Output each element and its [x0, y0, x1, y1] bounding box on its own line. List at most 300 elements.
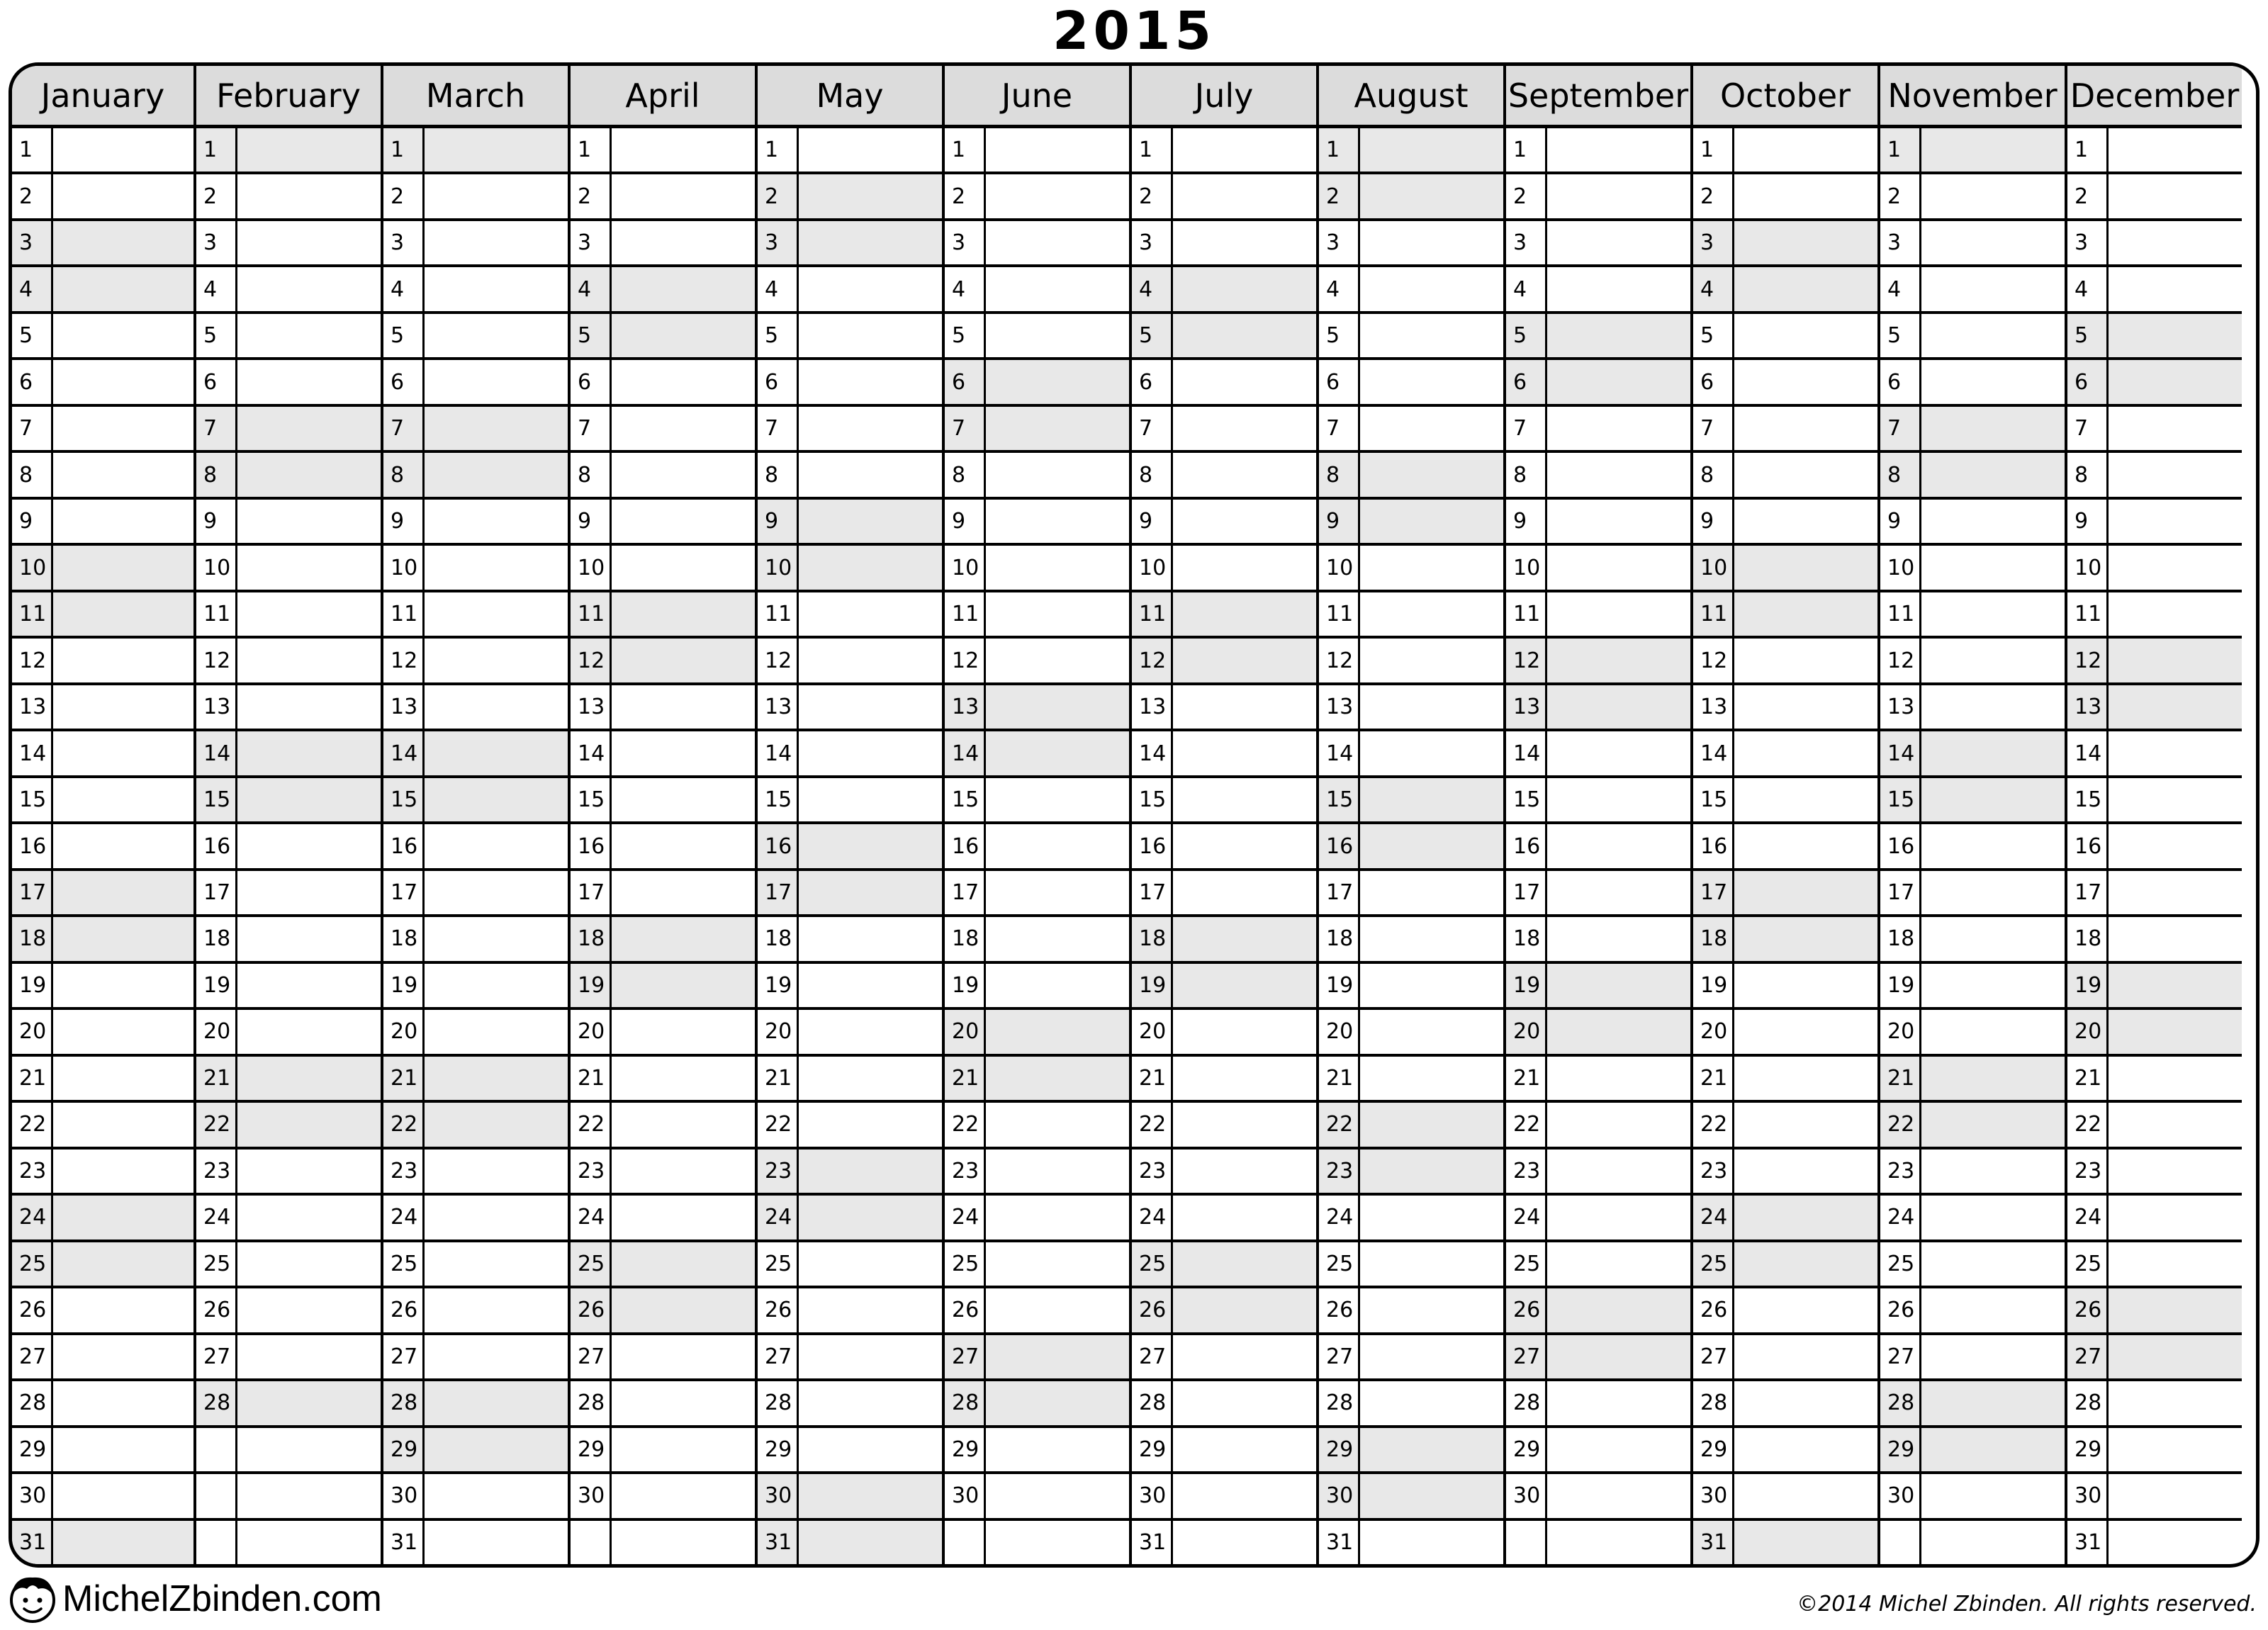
day-note-cell[interactable] [1547, 1242, 1690, 1286]
day-row[interactable] [1506, 1521, 1690, 1564]
day-row[interactable] [383, 1150, 568, 1196]
day-note-cell[interactable] [1734, 1010, 1877, 1053]
day-row[interactable] [1506, 221, 1690, 267]
day-note-cell[interactable] [425, 824, 568, 867]
day-row[interactable] [196, 917, 381, 963]
day-note-cell[interactable] [1173, 453, 1316, 496]
day-row[interactable] [945, 407, 1129, 453]
day-note-cell[interactable] [1360, 824, 1503, 867]
day-note-cell[interactable] [612, 1288, 755, 1332]
day-row[interactable] [1880, 871, 2065, 917]
day-row[interactable] [2067, 500, 2242, 546]
day-note-cell[interactable] [237, 174, 381, 218]
day-note-cell[interactable] [1921, 778, 2065, 821]
day-row[interactable] [758, 128, 942, 174]
day-note-cell[interactable] [1547, 1057, 1690, 1100]
day-note-cell[interactable] [612, 871, 755, 914]
day-row[interactable] [945, 1150, 1129, 1196]
day-note-cell[interactable] [1547, 871, 1690, 914]
day-note-cell[interactable] [237, 1196, 381, 1239]
day-row[interactable] [1880, 1010, 2065, 1056]
day-row[interactable] [1319, 1381, 1503, 1427]
day-note-cell[interactable] [1173, 128, 1316, 172]
day-row[interactable] [2067, 871, 2242, 917]
day-note-cell[interactable] [1547, 546, 1690, 589]
day-note-cell[interactable] [425, 1381, 568, 1424]
day-note-cell[interactable] [986, 1428, 1129, 1471]
day-row[interactable] [196, 1335, 381, 1381]
day-note-cell[interactable] [2109, 1103, 2242, 1146]
day-row[interactable] [2067, 1335, 2242, 1381]
day-row[interactable] [945, 500, 1129, 546]
day-note-cell[interactable] [1547, 639, 1690, 682]
day-row[interactable] [2067, 1521, 2242, 1564]
day-row[interactable] [2067, 685, 2242, 731]
day-row[interactable] [2067, 1428, 2242, 1474]
day-row[interactable] [945, 685, 1129, 731]
day-row[interactable] [383, 453, 568, 499]
day-note-cell[interactable] [986, 1057, 1129, 1100]
day-note-cell[interactable] [986, 1010, 1129, 1053]
day-row[interactable] [945, 128, 1129, 174]
day-note-cell[interactable] [53, 1288, 193, 1332]
day-note-cell[interactable] [425, 1196, 568, 1239]
day-note-cell[interactable] [1921, 1103, 2065, 1146]
day-note-cell[interactable] [799, 128, 942, 172]
day-row[interactable] [1880, 314, 2065, 360]
day-note-cell[interactable] [1921, 221, 2065, 264]
day-note-cell[interactable] [799, 685, 942, 729]
day-row[interactable] [1506, 314, 1690, 360]
day-note-cell[interactable] [612, 1103, 755, 1146]
day-note-cell[interactable] [1921, 1242, 2065, 1286]
day-row[interactable] [758, 267, 942, 313]
day-note-cell[interactable] [1173, 221, 1316, 264]
day-note-cell[interactable] [1173, 267, 1316, 310]
day-note-cell[interactable] [1921, 685, 2065, 729]
day-note-cell[interactable] [1734, 917, 1877, 960]
day-note-cell[interactable] [2109, 1288, 2242, 1332]
day-row[interactable] [571, 453, 755, 499]
day-row[interactable] [1132, 592, 1316, 639]
day-note-cell[interactable] [2109, 685, 2242, 729]
day-row[interactable] [196, 639, 381, 685]
day-row[interactable] [758, 1288, 942, 1334]
day-note-cell[interactable] [986, 267, 1129, 310]
day-row[interactable] [758, 1335, 942, 1381]
day-note-cell[interactable] [1921, 360, 2065, 403]
day-row[interactable] [1693, 592, 1877, 639]
day-row[interactable] [758, 917, 942, 963]
day-row[interactable] [1132, 453, 1316, 499]
day-row[interactable] [383, 267, 568, 313]
day-row[interactable] [1132, 1057, 1316, 1103]
day-row[interactable] [945, 1196, 1129, 1242]
day-row[interactable] [1319, 871, 1503, 917]
day-row[interactable] [1693, 1381, 1877, 1427]
day-row[interactable] [12, 778, 193, 824]
day-note-cell[interactable] [53, 1242, 193, 1286]
day-row[interactable] [571, 1103, 755, 1149]
day-row[interactable] [1506, 1474, 1690, 1520]
day-row[interactable] [12, 314, 193, 360]
day-row[interactable] [571, 267, 755, 313]
day-note-cell[interactable] [799, 1474, 942, 1517]
day-row[interactable] [196, 1196, 381, 1242]
day-note-cell[interactable] [425, 639, 568, 682]
day-row[interactable] [1132, 1103, 1316, 1149]
day-note-cell[interactable] [799, 731, 942, 775]
day-note-cell[interactable] [53, 917, 193, 960]
day-note-cell[interactable] [1360, 1150, 1503, 1193]
day-note-cell[interactable] [1921, 1428, 2065, 1471]
day-note-cell[interactable] [53, 174, 193, 218]
day-row[interactable] [12, 546, 193, 592]
day-note-cell[interactable] [1173, 964, 1316, 1007]
day-note-cell[interactable] [1921, 1521, 2065, 1564]
day-row[interactable] [12, 685, 193, 731]
day-note-cell[interactable] [1547, 1150, 1690, 1193]
day-note-cell[interactable] [1360, 1381, 1503, 1424]
day-note-cell[interactable] [1547, 407, 1690, 450]
day-row[interactable] [758, 453, 942, 499]
day-row[interactable] [383, 546, 568, 592]
day-note-cell[interactable] [612, 1057, 755, 1100]
day-note-cell[interactable] [53, 314, 193, 357]
day-row[interactable] [383, 639, 568, 685]
day-note-cell[interactable] [799, 546, 942, 589]
day-note-cell[interactable] [2109, 221, 2242, 264]
day-note-cell[interactable] [986, 917, 1129, 960]
day-note-cell[interactable] [1734, 1521, 1877, 1564]
day-row[interactable] [1693, 453, 1877, 499]
day-row[interactable] [571, 500, 755, 546]
day-row[interactable] [1693, 128, 1877, 174]
day-note-cell[interactable] [1547, 778, 1690, 821]
day-row[interactable] [758, 1150, 942, 1196]
day-note-cell[interactable] [53, 1474, 193, 1517]
day-row[interactable] [196, 1288, 381, 1334]
day-row[interactable] [1693, 871, 1877, 917]
day-note-cell[interactable] [237, 1010, 381, 1053]
day-note-cell[interactable] [1360, 1288, 1503, 1332]
day-row[interactable] [1506, 500, 1690, 546]
day-note-cell[interactable] [612, 360, 755, 403]
day-row[interactable] [12, 174, 193, 220]
day-note-cell[interactable] [425, 314, 568, 357]
day-row[interactable] [1506, 1103, 1690, 1149]
day-note-cell[interactable] [1173, 314, 1316, 357]
day-note-cell[interactable] [799, 964, 942, 1007]
day-note-cell[interactable] [986, 1288, 1129, 1332]
day-row[interactable] [196, 964, 381, 1010]
day-row[interactable] [196, 314, 381, 360]
day-note-cell[interactable] [986, 731, 1129, 775]
day-note-cell[interactable] [612, 1150, 755, 1193]
day-row[interactable] [383, 964, 568, 1010]
day-row[interactable] [383, 1381, 568, 1427]
day-note-cell[interactable] [1173, 1381, 1316, 1424]
day-row[interactable] [12, 639, 193, 685]
day-row[interactable] [571, 360, 755, 406]
day-note-cell[interactable] [237, 1381, 381, 1424]
day-row[interactable] [2067, 314, 2242, 360]
day-note-cell[interactable] [1734, 1150, 1877, 1193]
day-row[interactable] [945, 267, 1129, 313]
day-row[interactable] [1132, 1288, 1316, 1334]
day-note-cell[interactable] [986, 964, 1129, 1007]
day-row[interactable] [758, 731, 942, 777]
day-note-cell[interactable] [2109, 1335, 2242, 1378]
day-note-cell[interactable] [2109, 1010, 2242, 1053]
day-row[interactable] [1880, 1428, 2065, 1474]
day-note-cell[interactable] [1921, 1010, 2065, 1053]
day-row[interactable] [2067, 407, 2242, 453]
day-row[interactable] [2067, 1288, 2242, 1334]
day-note-cell[interactable] [1734, 1196, 1877, 1239]
day-note-cell[interactable] [53, 1428, 193, 1471]
day-row[interactable] [1132, 221, 1316, 267]
day-note-cell[interactable] [53, 453, 193, 496]
day-row[interactable] [2067, 917, 2242, 963]
day-row[interactable] [12, 824, 193, 870]
day-note-cell[interactable] [1734, 267, 1877, 310]
day-row[interactable] [1506, 1196, 1690, 1242]
day-row[interactable] [1132, 917, 1316, 963]
day-note-cell[interactable] [986, 1474, 1129, 1517]
day-note-cell[interactable] [1547, 731, 1690, 775]
day-note-cell[interactable] [1360, 360, 1503, 403]
day-note-cell[interactable] [1547, 174, 1690, 218]
day-note-cell[interactable] [1360, 453, 1503, 496]
day-note-cell[interactable] [425, 1474, 568, 1517]
day-note-cell[interactable] [612, 267, 755, 310]
day-row[interactable] [1880, 917, 2065, 963]
day-row[interactable] [196, 1150, 381, 1196]
day-note-cell[interactable] [425, 1335, 568, 1378]
day-note-cell[interactable] [2109, 1521, 2242, 1564]
day-row[interactable] [945, 546, 1129, 592]
day-note-cell[interactable] [237, 407, 381, 450]
day-note-cell[interactable] [799, 174, 942, 218]
day-note-cell[interactable] [1360, 592, 1503, 636]
day-row[interactable] [945, 1242, 1129, 1288]
day-row[interactable] [1880, 592, 2065, 639]
day-note-cell[interactable] [237, 639, 381, 682]
day-row[interactable] [1319, 360, 1503, 406]
day-note-cell[interactable] [2109, 546, 2242, 589]
day-row[interactable] [1132, 500, 1316, 546]
day-note-cell[interactable] [53, 360, 193, 403]
day-row[interactable] [1693, 1428, 1877, 1474]
day-note-cell[interactable] [612, 1474, 755, 1517]
day-row[interactable] [2067, 1150, 2242, 1196]
day-row[interactable] [196, 360, 381, 406]
day-row[interactable] [1132, 685, 1316, 731]
day-note-cell[interactable] [799, 314, 942, 357]
day-row[interactable] [12, 1335, 193, 1381]
day-row[interactable] [1319, 1335, 1503, 1381]
day-row[interactable] [1319, 267, 1503, 313]
day-row[interactable] [1506, 407, 1690, 453]
day-note-cell[interactable] [612, 964, 755, 1007]
day-row[interactable] [571, 685, 755, 731]
day-row[interactable] [196, 1474, 381, 1520]
day-row[interactable] [196, 871, 381, 917]
day-note-cell[interactable] [1173, 1521, 1316, 1564]
day-note-cell[interactable] [1547, 592, 1690, 636]
day-note-cell[interactable] [1360, 1335, 1503, 1378]
day-row[interactable] [196, 1428, 381, 1474]
day-note-cell[interactable] [986, 685, 1129, 729]
day-note-cell[interactable] [237, 453, 381, 496]
day-note-cell[interactable] [1173, 1288, 1316, 1332]
day-note-cell[interactable] [612, 824, 755, 867]
day-note-cell[interactable] [425, 1521, 568, 1564]
day-note-cell[interactable] [1173, 1057, 1316, 1100]
day-row[interactable] [571, 1381, 755, 1427]
day-note-cell[interactable] [1173, 1196, 1316, 1239]
day-row[interactable] [758, 174, 942, 220]
day-row[interactable] [758, 1521, 942, 1564]
day-note-cell[interactable] [1360, 546, 1503, 589]
day-row[interactable] [1132, 1196, 1316, 1242]
day-row[interactable] [571, 174, 755, 220]
day-row[interactable] [1506, 592, 1690, 639]
day-note-cell[interactable] [237, 964, 381, 1007]
day-note-cell[interactable] [1921, 1381, 2065, 1424]
day-note-cell[interactable] [53, 407, 193, 450]
day-note-cell[interactable] [237, 731, 381, 775]
day-note-cell[interactable] [237, 267, 381, 310]
day-row[interactable] [12, 1242, 193, 1288]
day-row[interactable] [383, 824, 568, 870]
day-row[interactable] [1506, 1288, 1690, 1334]
day-row[interactable] [1693, 1242, 1877, 1288]
day-row[interactable] [2067, 174, 2242, 220]
day-row[interactable] [1319, 917, 1503, 963]
day-row[interactable] [1506, 1150, 1690, 1196]
day-row[interactable] [1880, 546, 2065, 592]
day-note-cell[interactable] [2109, 731, 2242, 775]
day-row[interactable] [383, 1103, 568, 1149]
day-row[interactable] [2067, 1381, 2242, 1427]
day-row[interactable] [1693, 1474, 1877, 1520]
day-note-cell[interactable] [986, 128, 1129, 172]
day-note-cell[interactable] [1547, 964, 1690, 1007]
day-note-cell[interactable] [1547, 500, 1690, 543]
day-row[interactable] [1132, 1010, 1316, 1056]
day-row[interactable] [1319, 1103, 1503, 1149]
day-row[interactable] [1693, 917, 1877, 963]
day-row[interactable] [1693, 360, 1877, 406]
day-row[interactable] [758, 546, 942, 592]
day-row[interactable] [196, 174, 381, 220]
day-row[interactable] [1693, 1103, 1877, 1149]
day-note-cell[interactable] [1921, 1057, 2065, 1100]
day-note-cell[interactable] [237, 778, 381, 821]
day-row[interactable] [571, 871, 755, 917]
day-note-cell[interactable] [612, 314, 755, 357]
day-row[interactable] [383, 1196, 568, 1242]
day-note-cell[interactable] [425, 453, 568, 496]
day-row[interactable] [1506, 1010, 1690, 1056]
day-row[interactable] [1880, 731, 2065, 777]
day-note-cell[interactable] [612, 1428, 755, 1471]
day-row[interactable] [383, 731, 568, 777]
day-row[interactable] [12, 964, 193, 1010]
day-row[interactable] [945, 1010, 1129, 1056]
day-note-cell[interactable] [237, 685, 381, 729]
day-note-cell[interactable] [1173, 1335, 1316, 1378]
day-row[interactable] [383, 221, 568, 267]
day-row[interactable] [383, 1474, 568, 1520]
day-note-cell[interactable] [612, 917, 755, 960]
day-row[interactable] [571, 592, 755, 639]
day-note-cell[interactable] [53, 592, 193, 636]
day-note-cell[interactable] [1734, 1242, 1877, 1286]
day-row[interactable] [1880, 1288, 2065, 1334]
day-row[interactable] [571, 1521, 755, 1564]
day-row[interactable] [1693, 1335, 1877, 1381]
day-row[interactable] [758, 1196, 942, 1242]
day-row[interactable] [758, 407, 942, 453]
day-note-cell[interactable] [237, 360, 381, 403]
day-note-cell[interactable] [799, 1428, 942, 1471]
day-note-cell[interactable] [1921, 1288, 2065, 1332]
day-row[interactable] [1319, 1010, 1503, 1056]
day-row[interactable] [12, 1521, 193, 1564]
day-note-cell[interactable] [1547, 360, 1690, 403]
day-note-cell[interactable] [986, 1242, 1129, 1286]
day-row[interactable] [1319, 128, 1503, 174]
day-row[interactable] [1693, 1196, 1877, 1242]
day-row[interactable] [571, 1335, 755, 1381]
day-note-cell[interactable] [799, 639, 942, 682]
day-note-cell[interactable] [425, 1288, 568, 1332]
day-note-cell[interactable] [986, 639, 1129, 682]
day-row[interactable] [758, 1103, 942, 1149]
day-note-cell[interactable] [53, 546, 193, 589]
day-row[interactable] [196, 1381, 381, 1427]
day-note-cell[interactable] [1173, 639, 1316, 682]
day-note-cell[interactable] [799, 917, 942, 960]
day-row[interactable] [383, 592, 568, 639]
day-row[interactable] [383, 1242, 568, 1288]
day-row[interactable] [1506, 174, 1690, 220]
day-row[interactable] [1693, 407, 1877, 453]
day-note-cell[interactable] [237, 1103, 381, 1146]
day-note-cell[interactable] [612, 500, 755, 543]
day-row[interactable] [1506, 639, 1690, 685]
day-note-cell[interactable] [1360, 1428, 1503, 1471]
day-row[interactable] [758, 964, 942, 1010]
day-note-cell[interactable] [53, 1010, 193, 1053]
day-row[interactable] [1319, 964, 1503, 1010]
day-note-cell[interactable] [53, 1196, 193, 1239]
day-note-cell[interactable] [1173, 871, 1316, 914]
day-note-cell[interactable] [612, 1010, 755, 1053]
day-note-cell[interactable] [986, 453, 1129, 496]
day-row[interactable] [2067, 778, 2242, 824]
day-note-cell[interactable] [425, 221, 568, 264]
day-note-cell[interactable] [425, 592, 568, 636]
day-note-cell[interactable] [1547, 453, 1690, 496]
day-row[interactable] [1506, 871, 1690, 917]
day-row[interactable] [1132, 360, 1316, 406]
day-row[interactable] [945, 639, 1129, 685]
day-note-cell[interactable] [1921, 174, 2065, 218]
